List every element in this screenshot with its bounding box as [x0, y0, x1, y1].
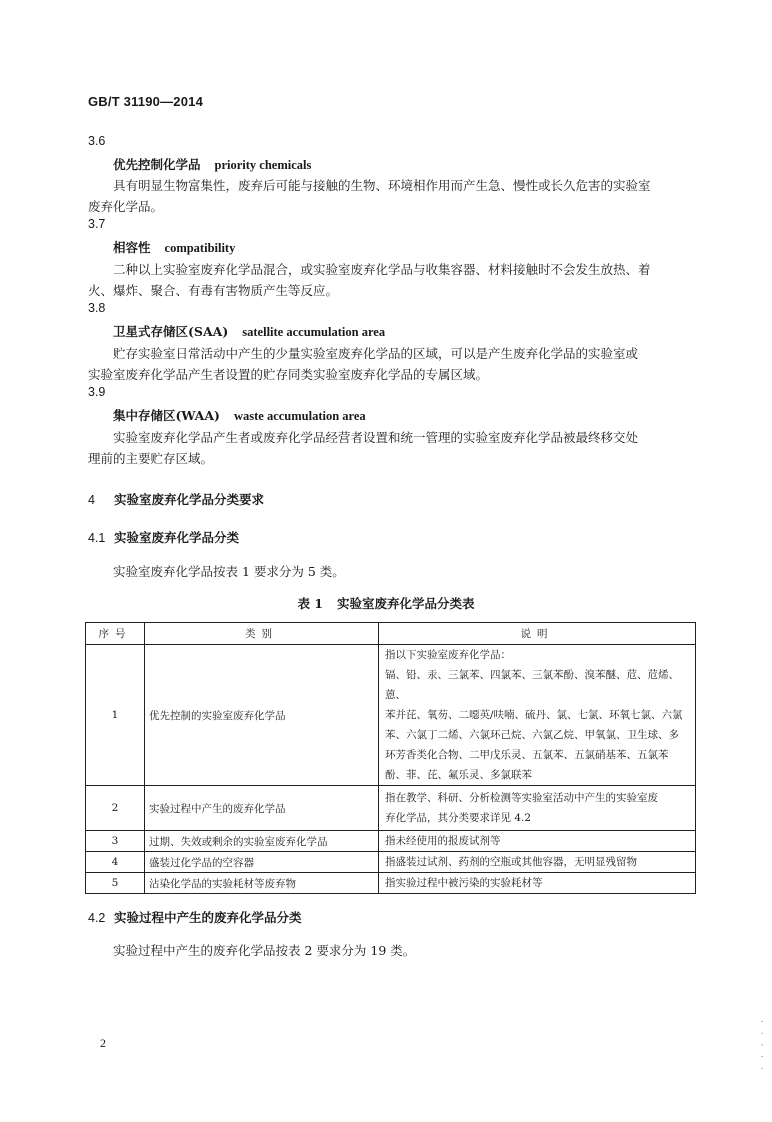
definition-text: 实验室废弃化学品产生者设置的贮存同类实验室废弃化学品的专属区域。: [88, 367, 489, 382]
scan-edge-marks: · · · · ·: [756, 1020, 766, 1073]
description-line: 苯并芘、氧芴、二噁英/呋喃、硫丹、氯、七氯、环氧七氯、六氯: [385, 709, 683, 721]
clause-number: 3.6: [88, 134, 106, 148]
clause-number: 3.9: [88, 385, 106, 399]
description-line: 环芳香类化合物、二甲戊乐灵、五氯苯、五氯硝基苯、五氯苯: [385, 749, 669, 761]
table-row: [86, 786, 696, 831]
table-row: [86, 873, 696, 894]
table-header-row: [86, 623, 696, 645]
clause-number: 3.8: [88, 301, 106, 315]
term-cn: 卫星式存储区(SAA): [113, 324, 229, 339]
section-title: 实验室废弃化学品分类要求: [114, 492, 265, 507]
cell-category: 过期、失效或剩余的实验室废弃化学品: [145, 831, 379, 852]
section-number: 4.1: [88, 531, 106, 545]
term-en: compatibility: [164, 241, 236, 255]
cell-category: 实验过程中产生的废弃化学品: [145, 786, 379, 831]
cell-no: 3: [86, 831, 145, 852]
table-number: 表 1: [297, 596, 324, 611]
section-number: 4.2: [88, 911, 106, 925]
term-cn: 相容性: [113, 240, 151, 255]
cell-description: 指实验过程中被污染的实验耗材等: [379, 873, 696, 894]
section-heading: [88, 490, 264, 508]
section-number: 4: [88, 493, 95, 507]
term-cn: 集中存储区(WAA): [113, 408, 220, 423]
cell-description: 指未经使用的报废试剂等: [379, 831, 696, 852]
paragraph: 实验室废弃化学品按表 1 要求分为 5 类。: [113, 564, 345, 579]
cell-description: [379, 786, 696, 831]
table-row: [86, 645, 696, 786]
term-heading: [113, 238, 235, 256]
term-en: satellite accumulation area: [242, 325, 386, 339]
definition-text: 贮存实验室日常活动中产生的少量实验室废弃化学品的区域，可以是产生废弃化学品的实验室或: [113, 346, 639, 361]
description-line: 指以下实验室废弃化学品：: [385, 649, 511, 661]
description-line: 苯、六氯丁二烯、六氯环己烷、六氯乙烷、甲氧氯、卫生球、多: [385, 729, 679, 741]
cell-no: 2: [86, 786, 145, 831]
term-heading: [113, 322, 385, 340]
definition-text: 火、爆炸、聚合、有毒有害物质产生等反应。: [88, 283, 339, 298]
definition-text: 废弃化学品。: [88, 199, 164, 214]
clause-number: 3.7: [88, 217, 106, 231]
description-line: 酚、菲、芘、氟乐灵、多氯联苯: [385, 769, 532, 781]
description-line: 镉、铅、汞、三氯苯、四氯苯、三氯苯酚、溴苯醚、苊、苊烯、蒽、: [385, 669, 679, 701]
definition-text: 具有明显生物富集性，废弃后可能与接触的生物、环境相作用而产生急、慢性或长久危害的实验室: [113, 178, 651, 193]
term-heading: [113, 155, 311, 173]
term-en: waste accumulation area: [233, 409, 366, 423]
paragraph: 实验过程中产生的废弃化学品按表 2 要求分为 19 类。: [113, 943, 416, 958]
header-category: 类别: [145, 623, 379, 645]
description-line: 弃化学品，其分类要求详见 4.2: [385, 812, 532, 824]
cell-category: 优先控制的实验室废弃化学品: [145, 645, 379, 786]
page-number: 2: [100, 1036, 106, 1050]
cell-category: 盛装过化学品的空容器: [145, 852, 379, 873]
cell-description: 指盛装过试剂、药剂的空瓶或其他容器，无明显残留物: [379, 852, 696, 873]
cell-no: 1: [86, 645, 145, 786]
section-title: 实验过程中产生的废弃化学品分类: [114, 910, 302, 925]
header-no: 序号: [86, 623, 145, 645]
definition-text: 二种以上实验室废弃化学品混合，或实验室废弃化学品与收集容器、材料接触时不会发生放热、着: [113, 262, 651, 277]
definition-text: 实验室废弃化学品产生者或废弃化学品经营者设置和统一管理的实验室废弃化学品被最终移交处: [113, 430, 639, 445]
table-row: [86, 831, 696, 852]
subsection-heading: [88, 528, 239, 546]
standard-number: GB/T 31190—2014: [88, 94, 204, 109]
table-caption: [0, 594, 772, 612]
definition-text: 理前的主要贮存区域。: [88, 451, 214, 466]
cell-category: 沾染化学品的实验耗材等废弃物: [145, 873, 379, 894]
table-title: 实验室废弃化学品分类表: [337, 596, 475, 611]
cell-no: 5: [86, 873, 145, 894]
table-row: [86, 852, 696, 873]
cell-no: 4: [86, 852, 145, 873]
description-line: 指在教学、科研、分析检测等实验室活动中产生的实验室废: [385, 792, 658, 804]
term-cn: 优先控制化学品: [113, 157, 201, 172]
cell-description: [379, 645, 696, 786]
section-title: 实验室废弃化学品分类: [114, 530, 240, 545]
subsection-heading: [88, 908, 302, 926]
header-description: 说明: [379, 623, 696, 645]
term-heading: [113, 406, 366, 424]
term-en: priority chemicals: [214, 158, 312, 172]
classification-table: [85, 622, 696, 894]
